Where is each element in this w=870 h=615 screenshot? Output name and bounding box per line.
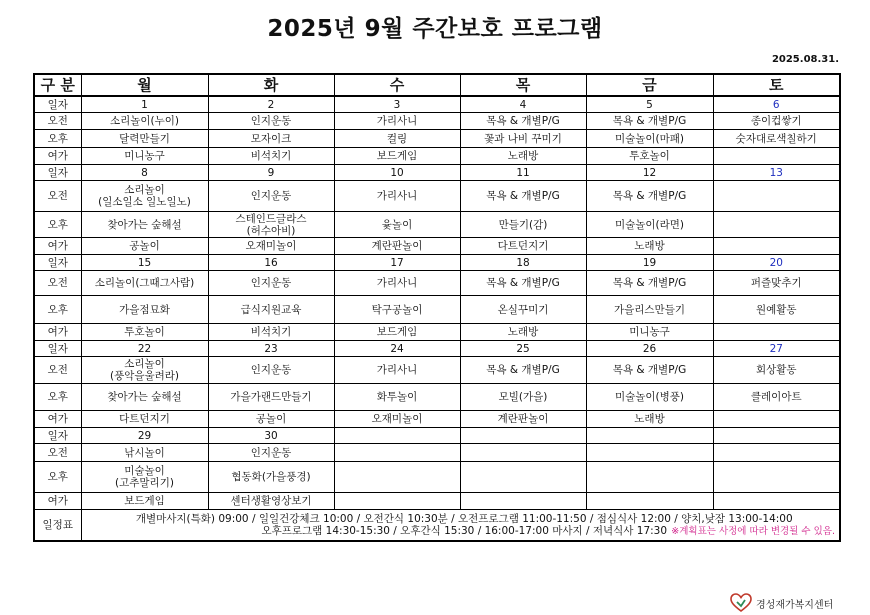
program-cell [713, 324, 840, 341]
week-1-leisure-row [34, 148, 840, 165]
week-5-dates-row [34, 428, 840, 444]
date-cell: 20 [713, 255, 840, 271]
program-cell: 목욕 & 개별P/G [586, 113, 713, 130]
date-cell: 11 [460, 165, 586, 181]
program-cell [713, 462, 840, 493]
program-cell: 만들기(감) [460, 212, 586, 238]
program-cell: 비석치기 [208, 148, 334, 165]
schedule-table [33, 73, 841, 542]
program-cell: 퍼즐맞추기 [713, 271, 840, 296]
row-label-pm: 오후 [34, 130, 81, 148]
program-cell [334, 462, 460, 493]
program-cell: 종이컵쌓기 [713, 113, 840, 130]
row-label-dates: 일자 [34, 255, 81, 271]
center-name: 경성재가복지센터 [756, 599, 834, 611]
program-cell: 보드게임 [81, 493, 208, 510]
footer-label: 일정표 [34, 510, 81, 542]
timetable-line-1: 개별마사지(특화) 09:00 / 일일건강체크 10:00 / 오전간식 10:30분 / 오전프로그램 11:00-11:50 / 점심식사 12:00 / 양치,낮잠 13:00-14:00 [135, 513, 793, 525]
date-cell: 29 [81, 428, 208, 444]
date-cell: 10 [334, 165, 460, 181]
date-cell: 24 [334, 341, 460, 357]
header-category: 구 분 [34, 74, 81, 96]
program-cell: 소리놀이 (일소일소 일노일노) [81, 181, 208, 212]
program-cell [713, 181, 840, 212]
date-cell: 2 [208, 96, 334, 113]
program-cell [713, 212, 840, 238]
date-cell: 19 [586, 255, 713, 271]
program-cell: 모자이크 [208, 130, 334, 148]
daily-timetable [81, 510, 840, 542]
program-cell: 가리사니 [334, 271, 460, 296]
week-4-dates-row [34, 341, 840, 357]
week-3-am-row [34, 271, 840, 296]
week-1-dates-row [34, 96, 840, 113]
date-cell: 13 [713, 165, 840, 181]
date-cell: 30 [208, 428, 334, 444]
week-2-pm-row [34, 212, 840, 238]
program-cell: 인지운동 [208, 357, 334, 384]
program-cell: 가리사니 [334, 181, 460, 212]
date-cell: 26 [586, 341, 713, 357]
row-label-am: 오전 [34, 181, 81, 212]
program-cell: 다트던지기 [81, 411, 208, 428]
program-cell: 가리사니 [334, 113, 460, 130]
program-cell: 달력만들기 [81, 130, 208, 148]
row-label-leisure: 여가 [34, 324, 81, 341]
header-fri: 금 [586, 74, 713, 96]
date-cell [460, 428, 586, 444]
program-cell: 소리놀이(그때그사람) [81, 271, 208, 296]
program-cell: 소리놀이 (풍악을울려라) [81, 357, 208, 384]
header-sat: 토 [713, 74, 840, 96]
date-cell: 18 [460, 255, 586, 271]
program-cell: 찾아가는 숲해설 [81, 212, 208, 238]
date-cell: 15 [81, 255, 208, 271]
program-cell: 낚시놀이 [81, 444, 208, 462]
program-cell: 계란판놀이 [334, 238, 460, 255]
row-label-pm: 오후 [34, 296, 81, 324]
week-1-am-row [34, 113, 840, 130]
row-label-am: 오전 [34, 271, 81, 296]
date-cell [713, 428, 840, 444]
program-cell [460, 493, 586, 510]
program-cell: 가을가랜드만들기 [208, 384, 334, 411]
program-cell: 보드게임 [334, 324, 460, 341]
date-cell: 25 [460, 341, 586, 357]
program-cell [713, 444, 840, 462]
program-cell: 인지운동 [208, 271, 334, 296]
change-notice: ※계획표는 사정에 따라 변경될 수 있음. [671, 526, 835, 537]
date-cell: 27 [713, 341, 840, 357]
program-cell: 인지운동 [208, 181, 334, 212]
program-cell: 노래방 [586, 411, 713, 428]
footer-row [34, 510, 840, 542]
date-cell: 22 [81, 341, 208, 357]
date-cell: 5 [586, 96, 713, 113]
date-cell: 3 [334, 96, 460, 113]
program-cell [713, 493, 840, 510]
header-row [34, 74, 840, 96]
program-cell [334, 444, 460, 462]
page-title: 2025년 9월 주간보호 프로그램 [267, 16, 603, 42]
program-cell: 인지운동 [208, 113, 334, 130]
week-4-leisure-row [34, 411, 840, 428]
header-wed: 수 [334, 74, 460, 96]
program-cell [586, 462, 713, 493]
program-cell: 비석치기 [208, 324, 334, 341]
program-cell: 투호놀이 [81, 324, 208, 341]
program-cell: 찾아가는 숲해설 [81, 384, 208, 411]
date-cell: 16 [208, 255, 334, 271]
program-cell: 공놀이 [208, 411, 334, 428]
program-cell: 노래방 [460, 324, 586, 341]
program-cell: 모빌(가을) [460, 384, 586, 411]
row-label-leisure: 여가 [34, 411, 81, 428]
week-5-am-row [34, 444, 840, 462]
program-cell: 클레이아트 [713, 384, 840, 411]
program-cell: 가리사니 [334, 357, 460, 384]
row-label-leisure: 여가 [34, 238, 81, 255]
week-5-leisure-row [34, 493, 840, 510]
week-3-leisure-row [34, 324, 840, 341]
program-cell: 원예활동 [713, 296, 840, 324]
row-label-am: 오전 [34, 357, 81, 384]
program-cell: 가을점묘화 [81, 296, 208, 324]
program-cell: 다트던지기 [460, 238, 586, 255]
program-cell: 공놀이 [81, 238, 208, 255]
row-label-leisure: 여가 [34, 148, 81, 165]
program-cell: 센터생활영상보기 [208, 493, 334, 510]
header-thu: 목 [460, 74, 586, 96]
row-label-pm: 오후 [34, 212, 81, 238]
row-label-pm: 오후 [34, 384, 81, 411]
program-cell: 계란판놀이 [460, 411, 586, 428]
program-cell: 미술놀이(라면) [586, 212, 713, 238]
date-cell: 12 [586, 165, 713, 181]
program-cell: 급식지원교육 [208, 296, 334, 324]
program-cell: 미술놀이 (고추말리기) [81, 462, 208, 493]
row-label-dates: 일자 [34, 428, 81, 444]
program-cell: 미술놀이(마패) [586, 130, 713, 148]
program-cell [460, 462, 586, 493]
center-logo [730, 593, 833, 613]
week-4-am-row [34, 357, 840, 384]
program-cell [713, 238, 840, 255]
program-cell: 미술놀이(병풍) [586, 384, 713, 411]
program-cell: 가을리스만들기 [586, 296, 713, 324]
date-cell [586, 428, 713, 444]
program-cell: 목욕 & 개별P/G [586, 271, 713, 296]
program-cell: 보드게임 [334, 148, 460, 165]
program-cell [460, 444, 586, 462]
row-label-am: 오전 [34, 444, 81, 462]
program-cell: 컬링 [334, 130, 460, 148]
program-cell: 인지운동 [208, 444, 334, 462]
program-cell: 투호놀이 [586, 148, 713, 165]
program-cell: 노래방 [460, 148, 586, 165]
date-cell [334, 428, 460, 444]
row-label-dates: 일자 [34, 341, 81, 357]
row-label-dates: 일자 [34, 96, 81, 113]
program-cell [334, 493, 460, 510]
date-cell: 17 [334, 255, 460, 271]
program-cell: 오재미놀이 [208, 238, 334, 255]
program-cell [713, 411, 840, 428]
program-cell: 윷놀이 [334, 212, 460, 238]
program-cell [586, 493, 713, 510]
program-cell: 온실꾸미기 [460, 296, 586, 324]
program-cell: 노래방 [586, 238, 713, 255]
heart-logo-icon [730, 593, 752, 613]
timetable-line-2: 오후프로그램 14:30-15:30 / 오후간식 15:30 / 16:00-17:00 마사지 / 저녁식사 17:30 [261, 525, 668, 537]
date-cell: 9 [208, 165, 334, 181]
program-cell: 미니농구 [81, 148, 208, 165]
program-cell [713, 148, 840, 165]
program-cell: 목욕 & 개별P/G [460, 357, 586, 384]
program-cell: 오재미놀이 [334, 411, 460, 428]
schedule-body [34, 96, 840, 510]
program-cell: 꽃과 나비 꾸미기 [460, 130, 586, 148]
week-1-pm-row [34, 130, 840, 148]
date-cell: 1 [81, 96, 208, 113]
program-cell [586, 444, 713, 462]
row-label-pm: 오후 [34, 462, 81, 493]
week-3-pm-row [34, 296, 840, 324]
issue-date: 2025.08.31. [771, 54, 839, 65]
date-cell: 4 [460, 96, 586, 113]
week-2-am-row [34, 181, 840, 212]
week-2-dates-row [34, 165, 840, 181]
program-cell: 회상활동 [713, 357, 840, 384]
program-cell: 스테인드글라스 (허수아비) [208, 212, 334, 238]
date-cell: 6 [713, 96, 840, 113]
week-4-pm-row [34, 384, 840, 411]
program-cell: 목욕 & 개별P/G [586, 357, 713, 384]
header-mon: 월 [81, 74, 208, 96]
program-cell: 탁구공놀이 [334, 296, 460, 324]
program-cell: 목욕 & 개별P/G [586, 181, 713, 212]
program-cell: 화투놀이 [334, 384, 460, 411]
program-cell: 목욕 & 개별P/G [460, 271, 586, 296]
row-label-dates: 일자 [34, 165, 81, 181]
program-cell: 소리놀이(누이) [81, 113, 208, 130]
header-tue: 화 [208, 74, 334, 96]
date-cell: 8 [81, 165, 208, 181]
date-cell: 23 [208, 341, 334, 357]
program-cell: 목욕 & 개별P/G [460, 113, 586, 130]
row-label-leisure: 여가 [34, 493, 81, 510]
week-5-pm-row [34, 462, 840, 493]
program-cell: 협동화(가을풍경) [208, 462, 334, 493]
week-2-leisure-row [34, 238, 840, 255]
program-cell: 미니농구 [586, 324, 713, 341]
row-label-am: 오전 [34, 113, 81, 130]
program-cell: 숫자대로색칠하기 [713, 130, 840, 148]
week-3-dates-row [34, 255, 840, 271]
program-cell: 목욕 & 개별P/G [460, 181, 586, 212]
